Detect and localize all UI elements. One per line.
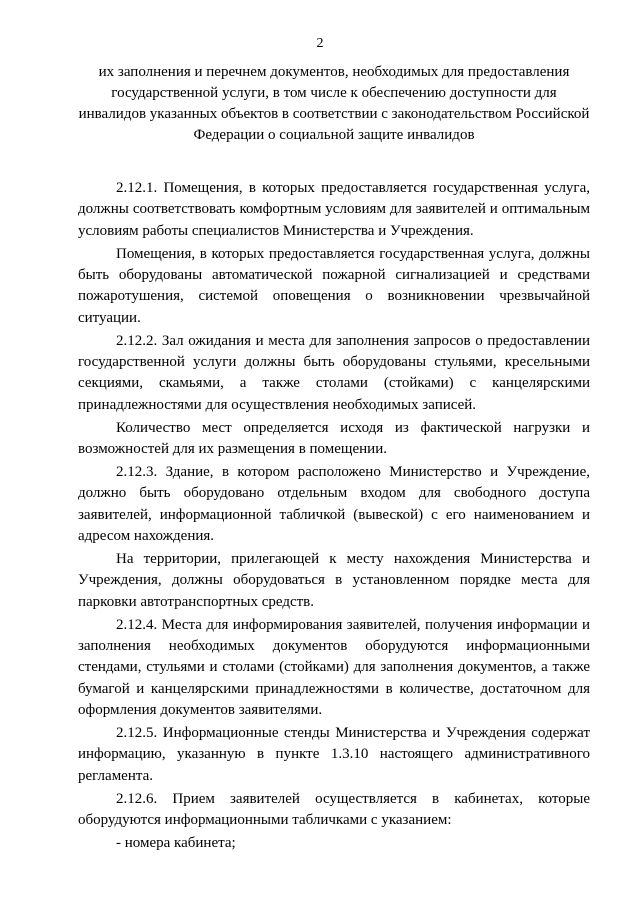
section-heading: их заполнения и перечнем документов, необходимых для предоставления государственной услуги, в том числе к обеспечению доступности для инвалидов указанных объектов в соответствии с законодательством Российской Федерации о социальной защите инвалидов <box>78 64 590 143</box>
paragraph-2-12-6: 2.12.6. Прием заявителей осуществляется в кабинетах, которые оборудуются информационными табличками с указанием: <box>78 790 590 828</box>
document-body <box>78 178 590 856</box>
paragraph-parking: На территории, прилегающей к месту нахождения Министерства и Учреждения, должны оборудоваться в установленном порядке места для парковки автотранспортных средств. <box>78 551 590 610</box>
paragraph-2-12-1: 2.12.1. Помещения, в которых предоставляется государственная услуга, должны соответствовать комфортным условиям для заявителей и оптимальным условиям работы специалистов Министерства и Учреждения. <box>78 180 590 239</box>
list-item-room-number: - номера кабинета; <box>116 835 236 852</box>
paragraph-seat-count: Количество мест определяется исходя из фактической нагрузки и возможностей для их размещения в помещении. <box>78 419 590 457</box>
paragraph-2-12-4: 2.12.4. Места для информирования заявителей, получения информации и заполнения необходимых документов оборудуются информационными стендами, стульями и столами (стойками) для заполнения документов, а также бумагой и канцелярскими принадлежностями в количестве, достаточном для оформления документов заявителями. <box>78 616 590 718</box>
paragraph-2-12-3: 2.12.3. Здание, в котором расположено Министерство и Учреждение, должно быть оборудовано отдельным входом для свободного доступа заявителей, информационной табличкой (вывеской) с его наименованием и адресом нахождения. <box>78 464 590 544</box>
paragraph-fire-safety: Помещения, в которых предоставляется государственная услуга, должны быть оборудованы автоматической пожарной сигнализацией и средствами пожаротушения, системой оповещения о возникновении чрезвычайной ситуации. <box>78 245 590 326</box>
paragraph-2-12-2: 2.12.2. Зал ожидания и места для заполнения запросов о предоставлении государственной услуги должны быть оборудованы стульями, кресельными секциями, скамьями, а также столами (стойками) с канцелярскими принадлежностями для осуществления необходимых записей. <box>78 332 590 413</box>
paragraph-2-12-5: 2.12.5. Информационные стенды Министерства и Учреждения содержат информацию, указанную в пункте 1.3.10 настоящего административного регламента. <box>78 725 590 784</box>
page-number: 2 <box>316 36 324 51</box>
